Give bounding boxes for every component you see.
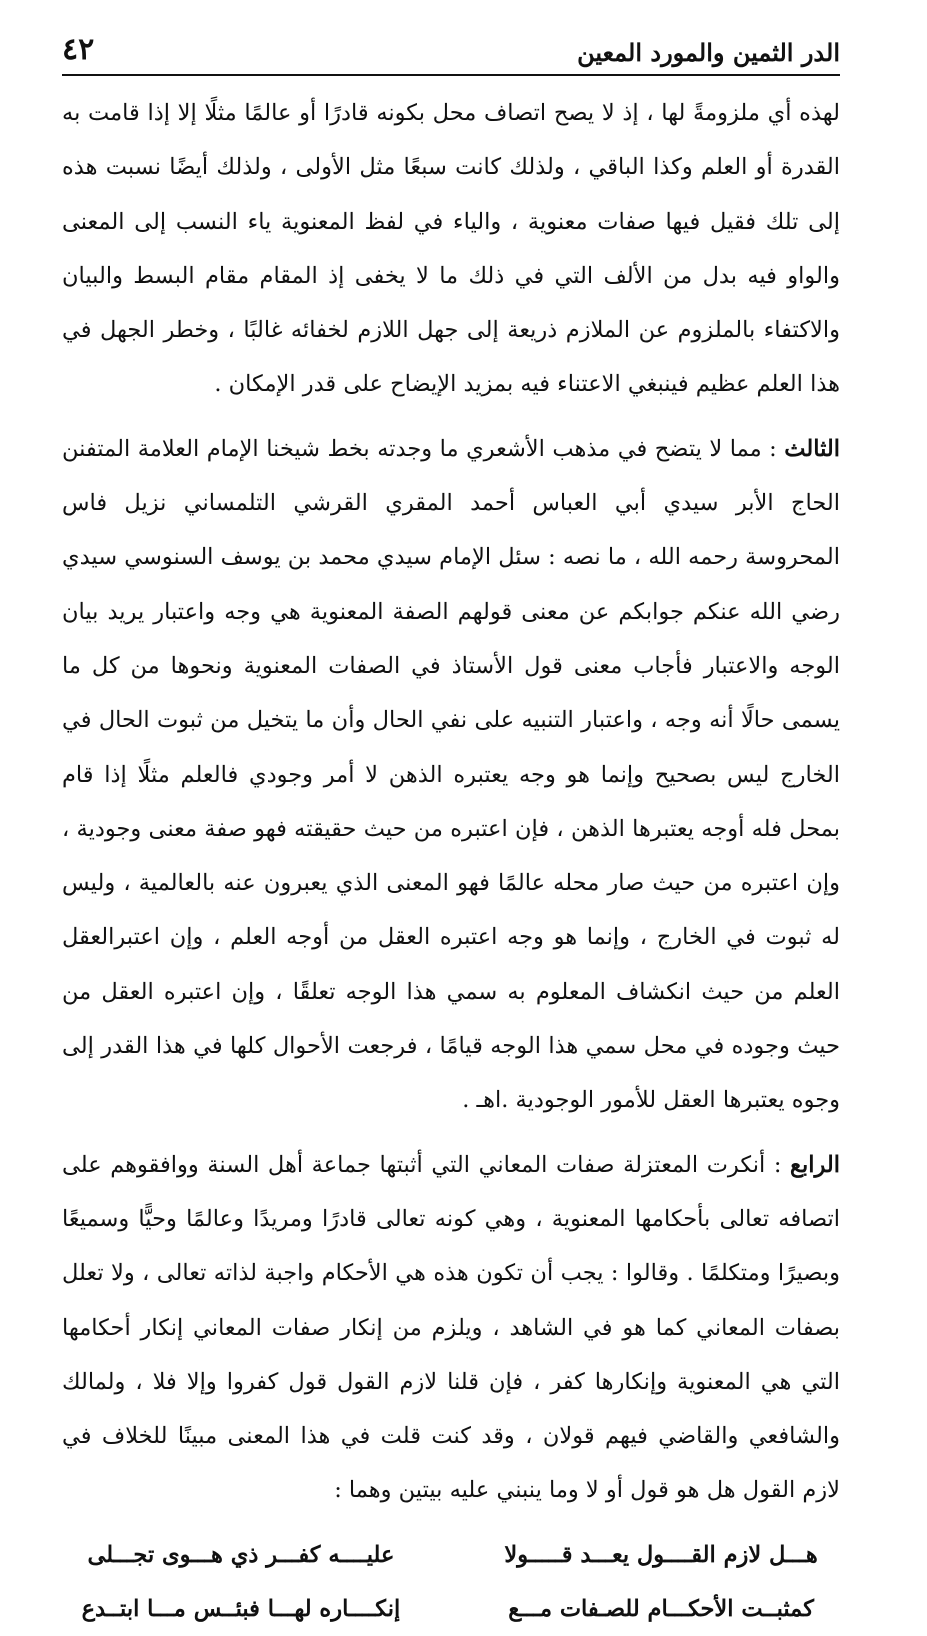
paragraph-text: : أنكرت المعتزلة صفات المعاني التي أثبتها جماعة أهل السنة ووافقوهم على اتصافه تعالى بأحكامها المعنوية ، وهي كونه تعالى قادرًا ومريدًا وعالمًا وحيًّا وسميعًا وبصيرًا ومتكلمًا . وقالوا : يجب أن تكون هذه هي الأحكام واجبة لذاته تعالى ، ولا تعلل بصفات المعاني كما هو في الشاهد ، ويلزم من إنكار صفات المعاني إنكار أحكامها التي هي المعنوية وإنكارها كفر ، فإن قلنا لازم القول قول كفروا وإلا فلا ، ولمالك والشافعي والقاضي فيهم قولان ، وقد كنت قلت في هذا المعنى مبينًا للخلاف في لازم القول هل هو قول أو لا وما ينبني عليه بيتين وهما : xyxy=(62,1151,840,1504)
paragraph-text: : مما لا يتضح في مذهب الأشعري ما وجدته بخط شيخنا الإمام العلامة المتفنن الحاج الأبر سيدي أبي العباس أحمد المقري القرشي التلمساني نزيل فاس المحروسة رحمه الله ، ما نصه : سئل الإمام سيدي محمد بن يوسف السنوسي سيدي رضي الله عنكم جوابكم عن معنى قولهم الصفة المعنوية هي وجه واعتبار يريد بيان الوجه والاعتبار فأجاب معنى قول الأستاذ في الصفات المعنوية ونحوها من كل ما يسمى حالًا أنه وجه ، واعتبار التنبيه على نفي الحال وأن ما يتخيل من ثبوت الحال في الخارج ليس بصحيح وإنما هو وجه يعتبره الذهن لا أمر وجودي فالعلم مثلًا إذا قام بمحل فله أوجه يعتبرها الذهن ، فإن اعتبره من حيث حقيقته فهو صفة معنى وجودية ، وإن اعتبره من حيث صار محله عالمًا فهو المعنى الذي يعبرون عنه بالعالمية ، وليس له ثبوت في الخارج ، وإنما هو وجه اعتبره العقل من أوجه العلم ، وإن اعتبرالعقل العلم من حيث انكشاف المعلوم به سمي هذا الوجه تعلقًا ، وإن اعتبره العقل من حيث وجوده في محل سمي هذا الوجه قيامًا ، فرجعت الأحوال كلها في هذا القدر إلى وجوه يعتبرها العقل للأمور الوجودية .اهـ . xyxy=(62,435,840,1114)
paragraph-continuation xyxy=(62,86,840,412)
running-title: الدر الثمين والمورد المعين xyxy=(577,38,840,67)
poem-verse xyxy=(62,1582,840,1636)
paragraph-lead: الثالث xyxy=(784,435,840,462)
verse-second-hemistich: إنكــــاره لهـــا فبئــس مـــا ابتــدع xyxy=(81,1595,401,1622)
document-page xyxy=(62,28,840,1636)
verse-first-hemistich: هـــل لازم القــــول يعـــد قـــــولا xyxy=(504,1541,818,1568)
paragraph-third xyxy=(62,422,840,1128)
body-text xyxy=(62,86,840,1518)
paragraph-lead: الرابع xyxy=(789,1151,840,1178)
page-number: ٤٢ xyxy=(62,32,95,67)
page-header xyxy=(62,28,840,76)
verse-first-hemistich: كمثبــت الأحكـــام للصـفات مـــع xyxy=(508,1595,814,1622)
paragraph-text: لهذه أي ملزومةً لها ، إذ لا يصح اتصاف محل بكونه قادرًا أو عالمًا مثلًا إلا إذا قامت به القدرة أو العلم وكذا الباقي ، ولذلك كانت سبعًا مثل الأولى ، ولذلك أيضًا نسبت هذه إلى تلك فقيل فيها صفات معنوية ، والياء في لفظ المعنوية ياء النسب إلى المعنى والواو فيه بدل من الألف التي في ذلك ما لا يخفى إذ المقام مقام البسط والبيان والاكتفاء بالملزوم عن الملازم ذريعة إلى جهل اللازم لخفائه غالبًا ، وخطر الجهل في هذا العلم عظيم فينبغي الاعتناء فيه بمزيد الإيضاح على قدر الإمكان . xyxy=(62,100,840,398)
paragraph-fourth xyxy=(62,1138,840,1518)
poem xyxy=(62,1528,840,1636)
verse-second-hemistich: عليــــه كفـــر ذي هـــوى تجـــلى xyxy=(87,1541,395,1568)
poem-verse xyxy=(62,1528,840,1582)
